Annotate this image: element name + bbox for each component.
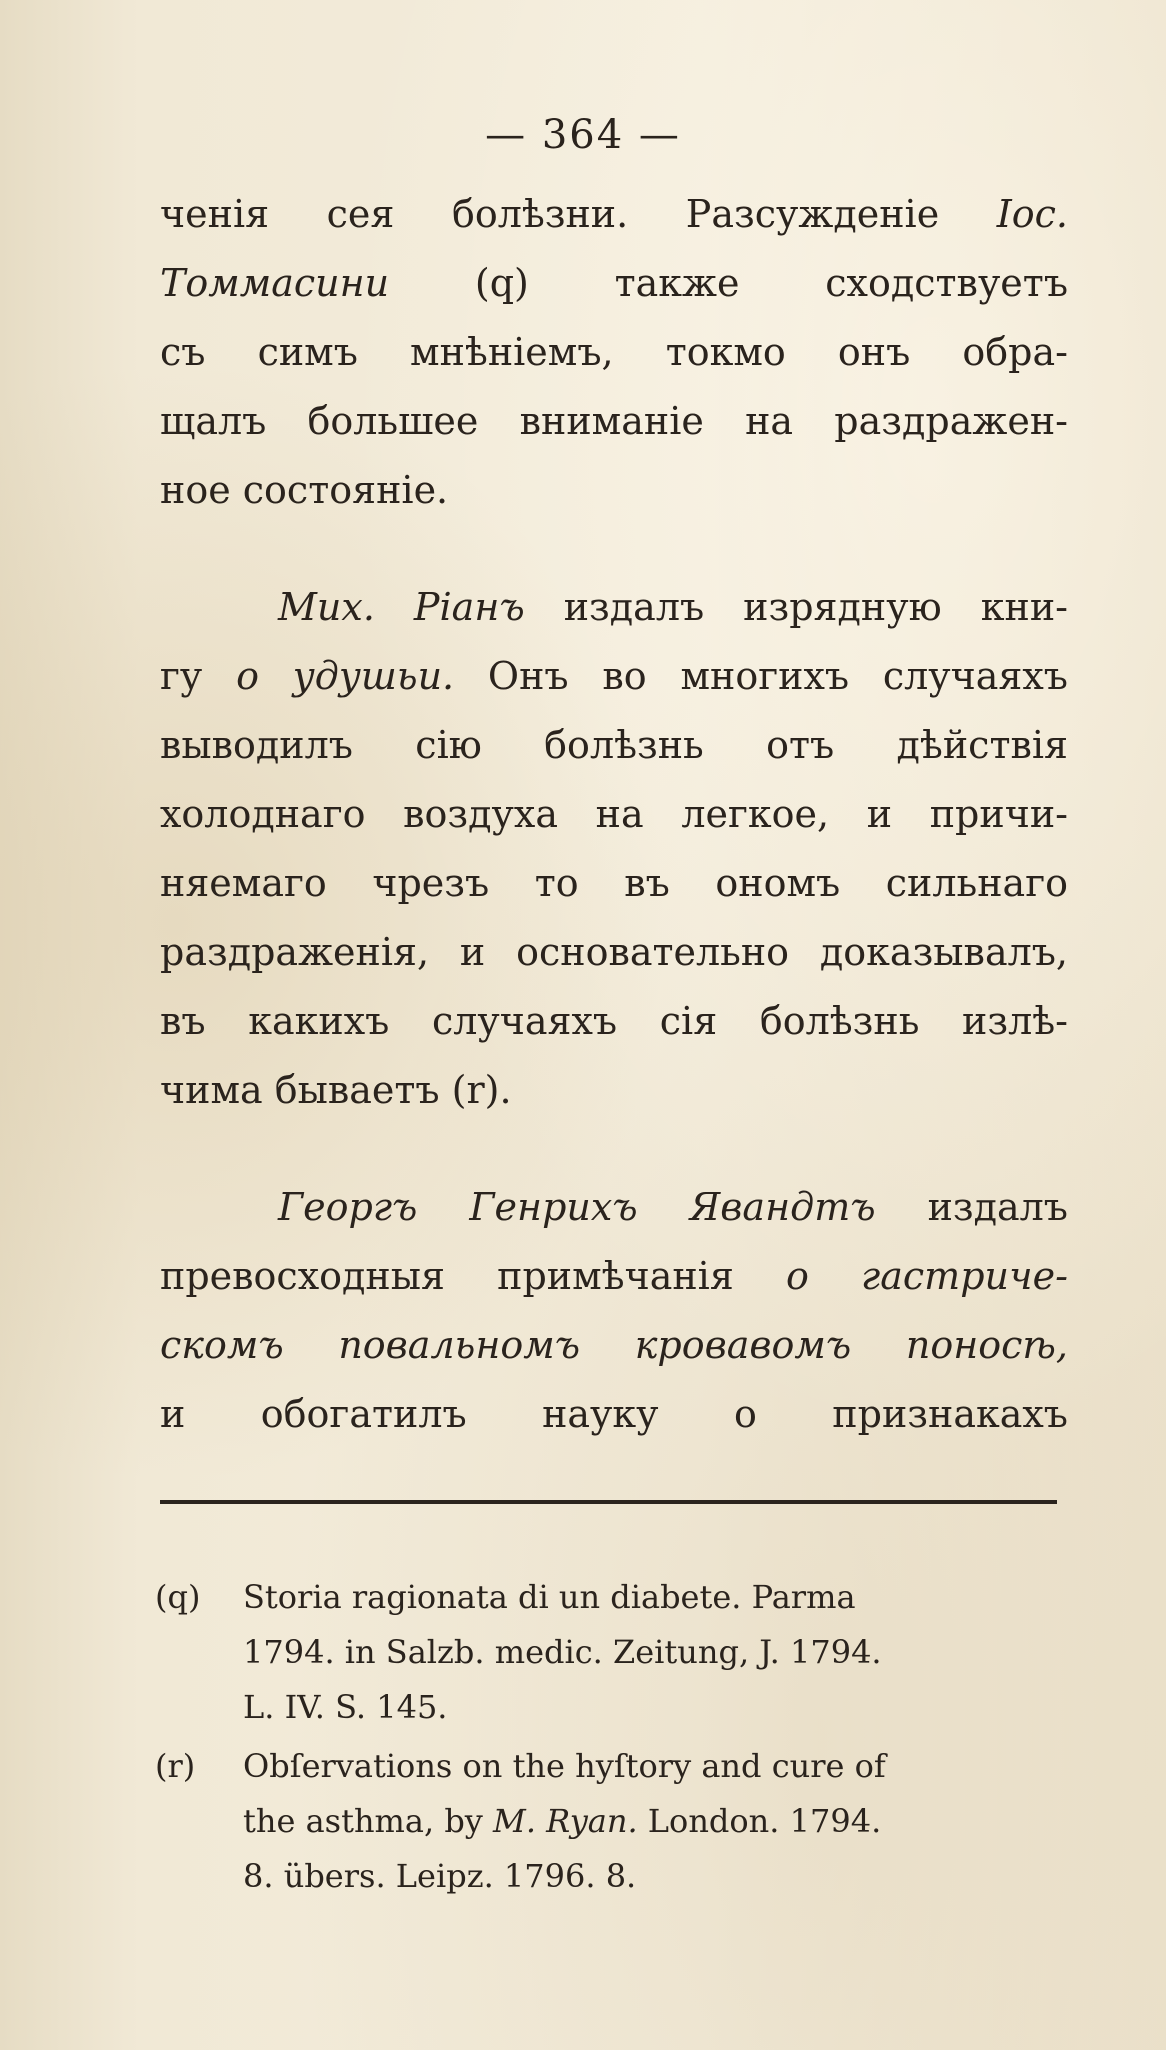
text-line: Томмасини (q) также сходствуетъ — [160, 261, 1068, 305]
text-line: няемаго чрезъ то въ ономъ сильнаго — [160, 861, 1068, 905]
footnote-line: 8. übers. Leipz. 1796. 8. — [243, 1857, 637, 1895]
text-line: холоднаго воздуха на легкое, и причи- — [160, 792, 1068, 836]
footnote-mark: (r) — [155, 1747, 196, 1785]
footnote-divider — [160, 1500, 1057, 1504]
body-text — [160, 180, 1068, 1449]
text-line: выводилъ сію болѣзнь отъ дѣйствія — [160, 723, 1068, 767]
italic-name: Мих. Ріанъ — [278, 585, 525, 629]
italic-name: Іос. — [996, 192, 1068, 236]
footnote-mark: (q) — [155, 1578, 201, 1616]
paragraph-gap — [160, 525, 1068, 573]
text-line: въ какихъ случаяхъ сія болѣзнь излѣ- — [160, 999, 1068, 1043]
footnote-line: Storia ragionata di un diabete. Parma — [243, 1578, 856, 1616]
text-line: ное состояніе. — [160, 468, 449, 512]
italic-title: о гастриче- — [785, 1254, 1068, 1298]
text-line: превосходныя примѣчанія о гастриче- — [160, 1254, 1068, 1298]
footnote-line: 1794. in Salzb. medic. Zeitung, J. 1794. — [243, 1633, 882, 1671]
italic-name: Георгъ Генрихъ Явандтъ — [278, 1185, 876, 1229]
paragraph-gap — [160, 1125, 1068, 1173]
text-line: раздраженія, и основательно доказывалъ, — [160, 930, 1068, 974]
footnote-line: the asthma, by M. Ryan. London. 1794. — [243, 1802, 882, 1840]
footnote-q — [155, 1570, 1067, 1735]
text-line: чима бываетъ (r). — [160, 1068, 512, 1112]
footnote-line: L. IV. S. 145. — [243, 1688, 448, 1726]
text-line: гу о удушьи. Онъ во многихъ случаяхъ — [160, 654, 1068, 698]
italic-author: M. Ryan. — [493, 1802, 638, 1840]
italic-name: Томмасини — [160, 261, 390, 305]
text-line: Георгъ Генрихъ Явандтъ издалъ — [278, 1185, 1068, 1229]
page-number: — 364 — — [485, 112, 681, 158]
footnote-r — [155, 1739, 1067, 1904]
text-line: щалъ большее вниманіе на раздражен- — [160, 399, 1068, 443]
italic-title: о удушьи. — [236, 654, 455, 698]
text-line: Мих. Ріанъ издалъ изрядную кни- — [278, 585, 1068, 629]
text-line — [160, 1311, 1068, 1380]
text-line: ченія сея болѣзни. Разсужденіе Іос. — [160, 192, 1068, 236]
text-line: съ симъ мнѣніемъ, токмо онъ обра- — [160, 330, 1068, 374]
text-line: и обогатилъ науку о признакахъ — [160, 1392, 1068, 1436]
italic-title: скомъ повальномъ кровавомъ поносѣ, — [160, 1323, 1068, 1367]
footnotes — [155, 1570, 1067, 1908]
footnote-line: Obſervations on the hyſtory and cure of — [243, 1747, 886, 1785]
